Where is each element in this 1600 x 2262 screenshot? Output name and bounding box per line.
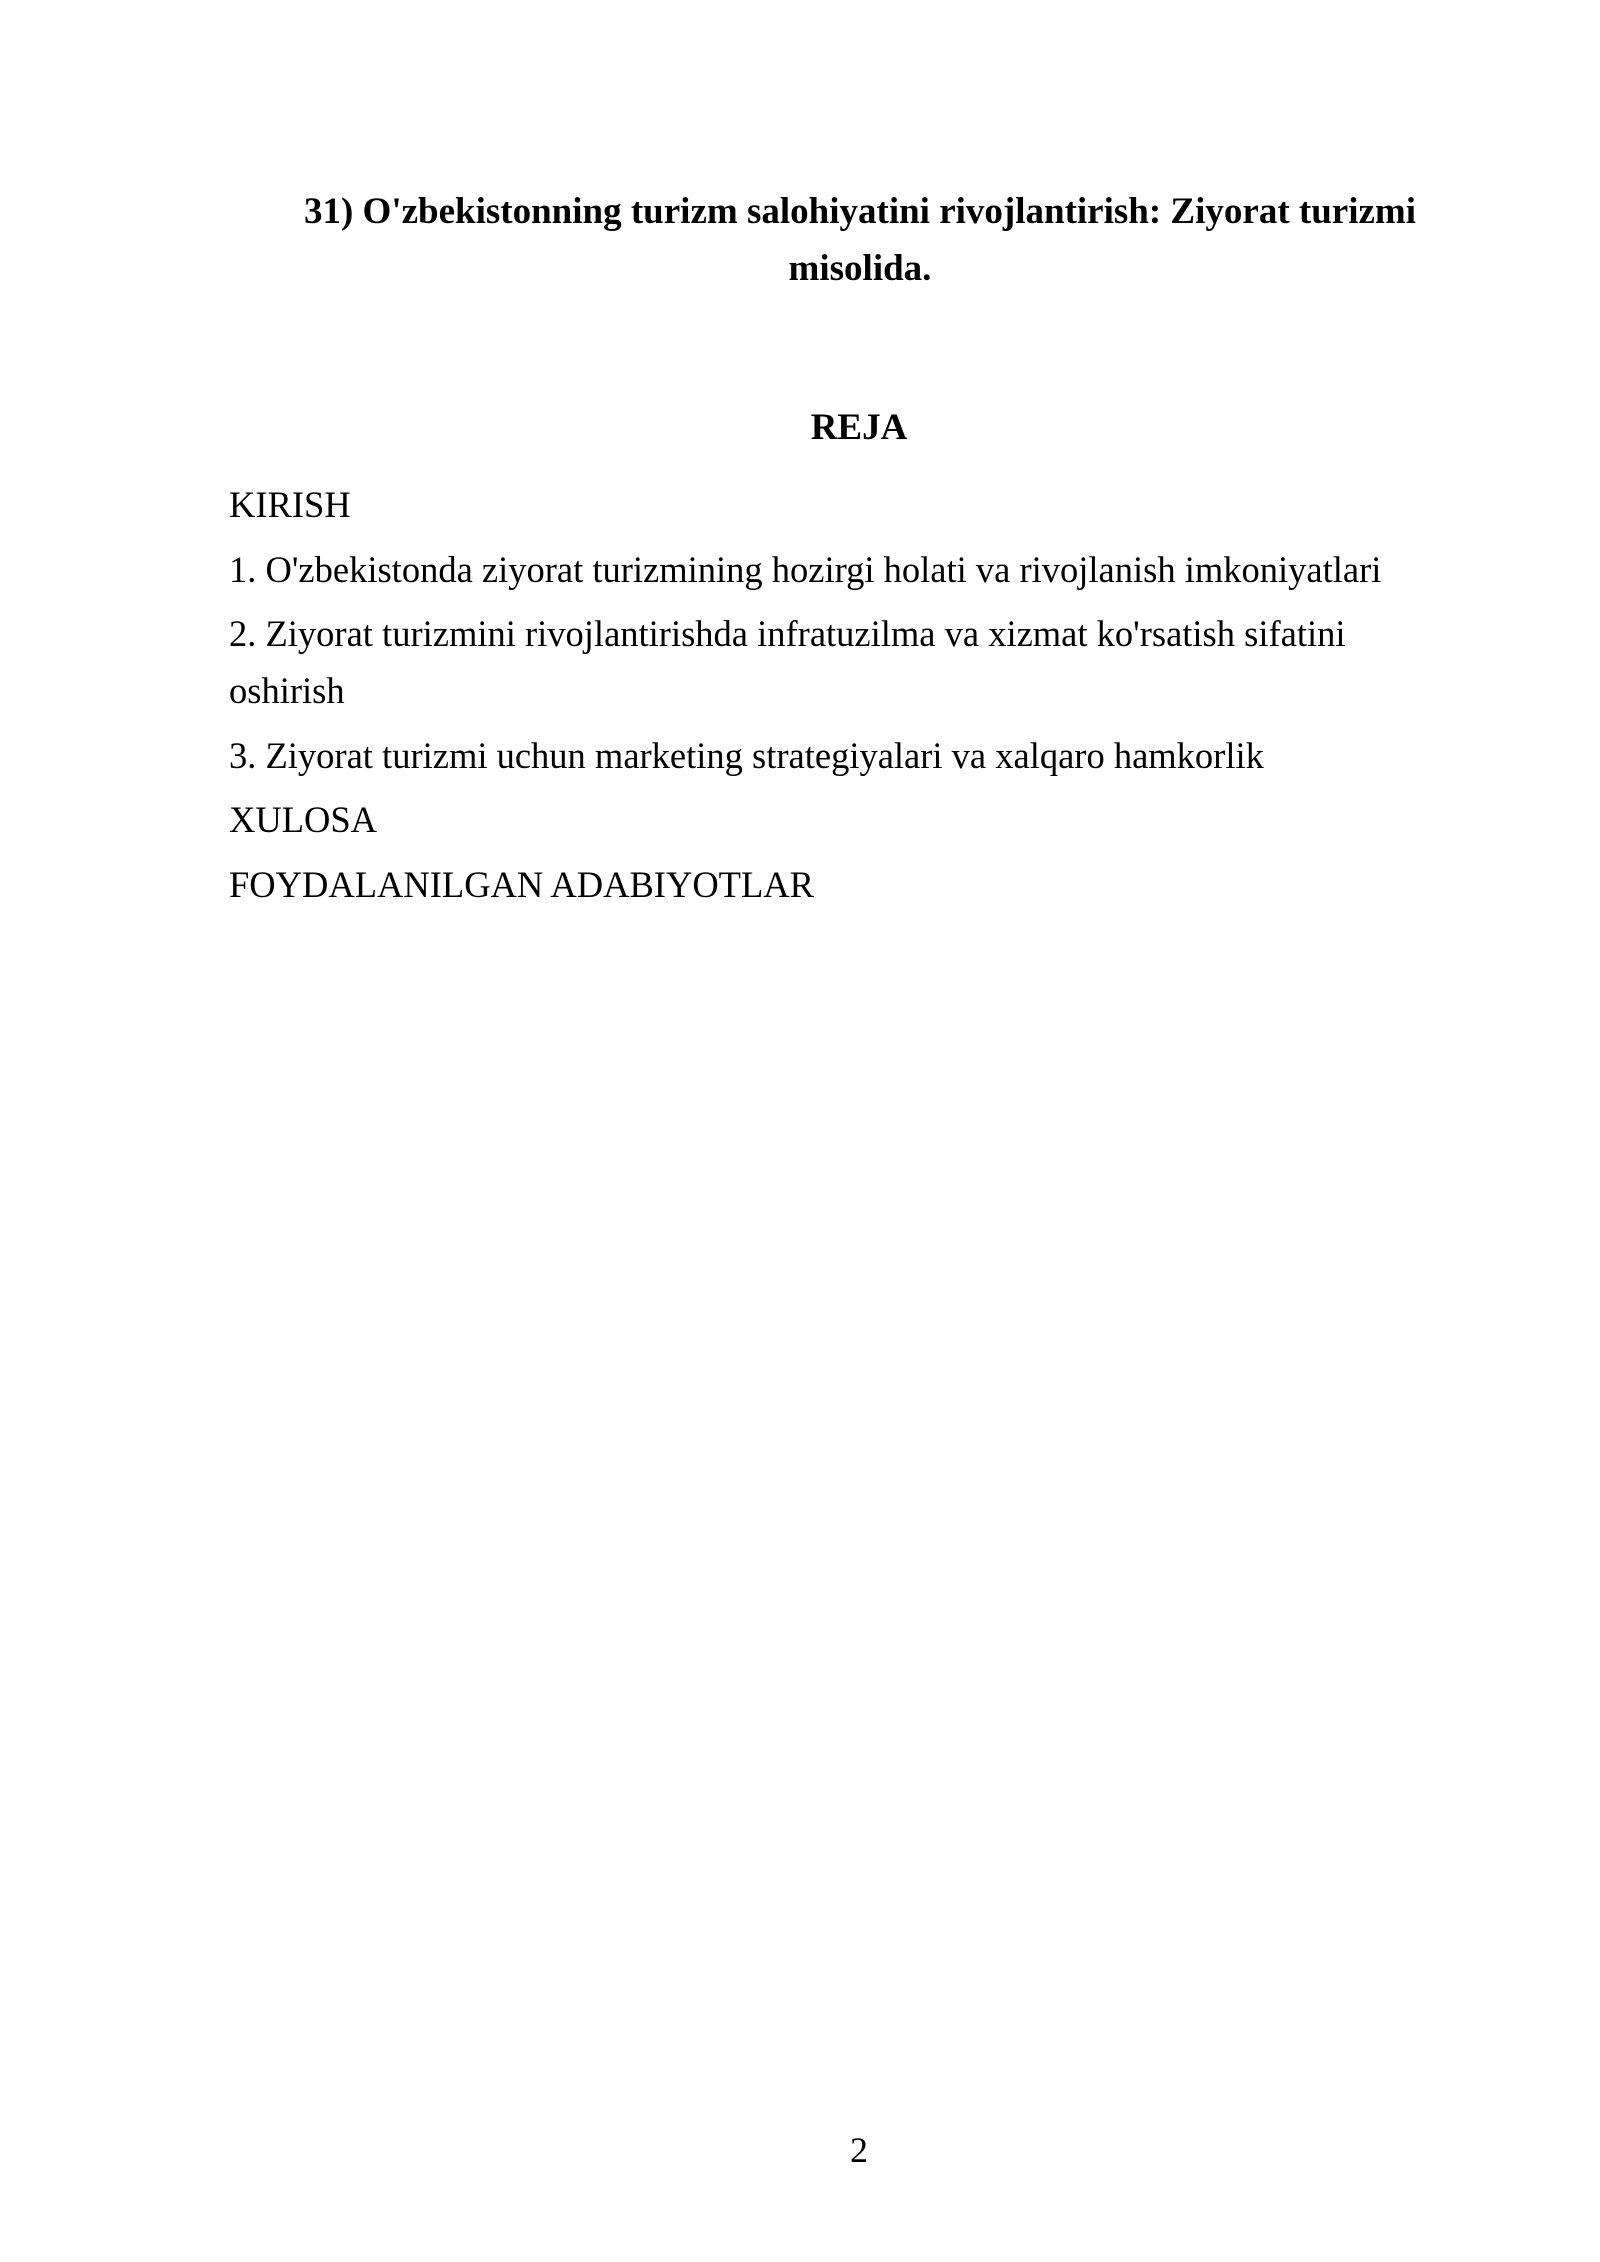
plan-item-introduction: KIRISH: [229, 484, 351, 525]
plan-item-chapter-3: 3. Ziyorat turizmi uchun marketing strategiyalari va xalqaro hamkorlik: [229, 734, 1264, 776]
title-line: 31) O'zbekistonning turizm salohiyatini rivojlantirish: Ziyorat turizmi: [303, 190, 1417, 232]
plan-item-references: FOYDALANILGAN ADABIYOTLAR: [229, 863, 814, 905]
document-title: [290, 183, 1430, 297]
plan-item-chapter-2: [229, 605, 1489, 719]
page-number: 2: [850, 2130, 868, 2170]
plan-heading: REJA: [810, 407, 908, 448]
title-line: misolida.: [788, 247, 932, 289]
plan-item-conclusion: XULOSA: [229, 799, 378, 840]
plan-list: [229, 476, 1489, 920]
plan-item-line: 2. Ziyorat turizmini rivojlantirishda infratuzilma va xizmat ko'rsatish sifatini: [229, 613, 1346, 654]
plan-item-chapter-1: 1. O'zbekistonda ziyorat turizmining hozirgi holati va rivojlanish imkoniyatlari: [229, 548, 1382, 590]
plan-item-line: oshirish: [229, 670, 345, 711]
